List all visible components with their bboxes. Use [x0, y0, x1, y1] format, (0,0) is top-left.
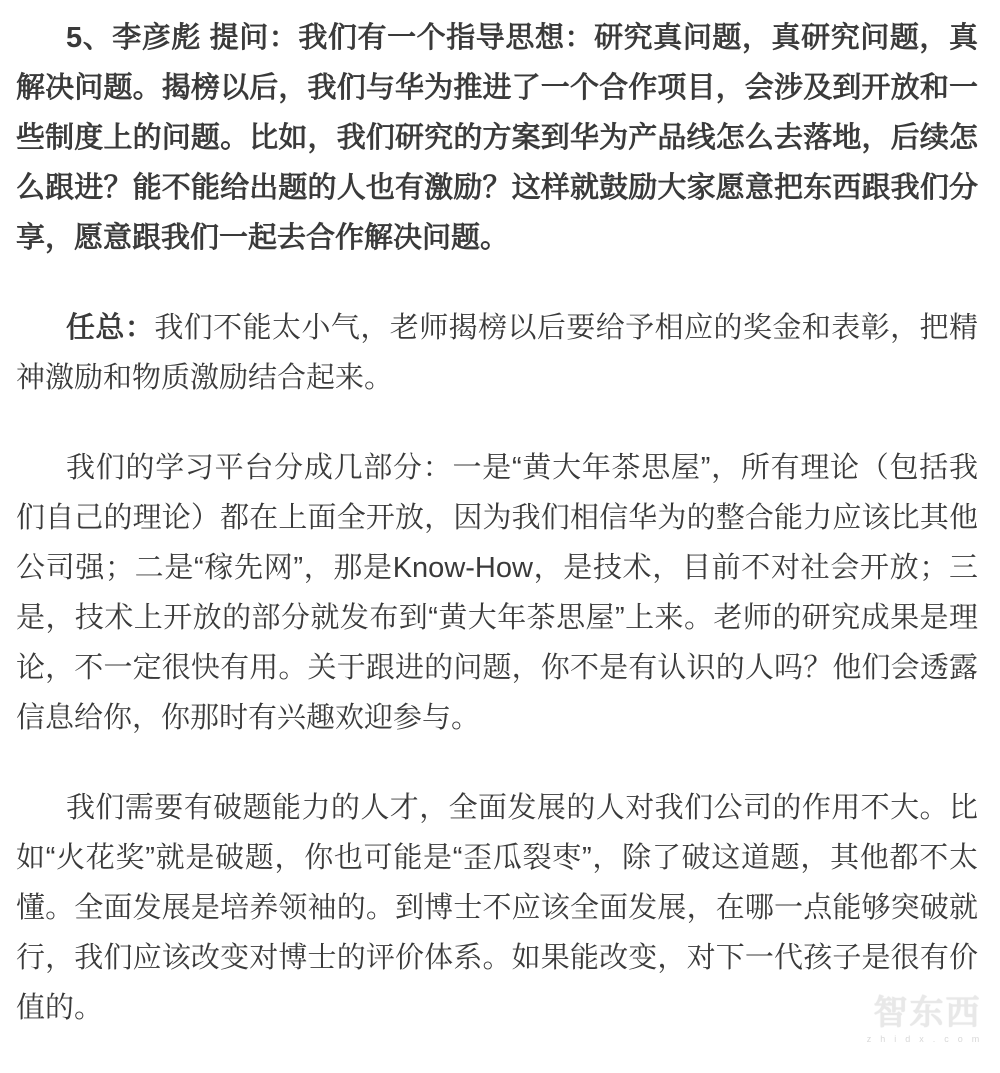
text-line: 享，愿意跟我们一起去合作解决问题。 [16, 222, 510, 254]
text-line: 神激励和物质激励结合起来。 [16, 362, 394, 394]
text-line: 么跟进？能不能给出题的人也有激励？这样就鼓励大家愿意把东西跟我们分 [16, 172, 978, 204]
text-line: 5、李彦彪 提问：我们有一个指导思想：研究真问题，真研究问题，真 [66, 22, 978, 54]
text-line: 我们需要有破题能力的人才，全面发展的人对我们公司的作用不大。比 [66, 792, 978, 824]
text-line: 信息给你，你那时有兴趣欢迎参与。 [16, 702, 481, 734]
paragraph-platform [16, 443, 978, 743]
text-span: 我们不能太小气，老师揭榜以后要给予相应的奖金和表彰，把精 [154, 312, 978, 344]
text-line: 如“火花奖”就是破题，你也可能是“歪瓜裂枣”，除了破这道题，其他都不太 [16, 842, 978, 874]
speaker-label: 任总： [66, 312, 155, 344]
paragraph-answer [16, 303, 978, 403]
paragraph-question [16, 13, 978, 263]
paragraph-talent [16, 783, 978, 1033]
text-line: 们自己的理论）都在上面全开放，因为我们相信华为的整合能力应该比其他 [16, 502, 978, 534]
watermark-url: zhidx.com [866, 1034, 989, 1044]
text-line: 我们的学习平台分成几部分：一是“黄大年茶思屋”，所有理论（包括我 [66, 452, 978, 484]
text-line: 值的。 [16, 992, 104, 1024]
text-line: 论，不一定很快有用。关于跟进的问题，你不是有认识的人吗？他们会透露 [16, 652, 978, 684]
article-body [16, 13, 978, 1073]
text-line: 公司强；二是“稼先网”，那是Know-How，是技术，目前不对社会开放；三 [16, 552, 978, 584]
text-line: 懂。全面发展是培养领袖的。到博士不应该全面发展，在哪一点能够突破就 [16, 892, 978, 924]
watermark-name: 智东西 [873, 994, 982, 1032]
text-line: 是，技术上开放的部分就发布到“黄大年茶思屋”上来。老师的研究成果是理 [16, 602, 978, 634]
text-line: 行，我们应该改变对博士的评价体系。如果能改变，对下一代孩子是很有价 [16, 942, 978, 974]
text-line: 解决问题。揭榜以后，我们与华为推进了一个合作项目，会涉及到开放和一 [16, 72, 978, 104]
watermark-logo [865, 985, 990, 1044]
text-line: 些制度上的问题。比如，我们研究的方案到华为产品线怎么去落地，后续怎 [16, 122, 978, 154]
text-line [16, 303, 978, 353]
